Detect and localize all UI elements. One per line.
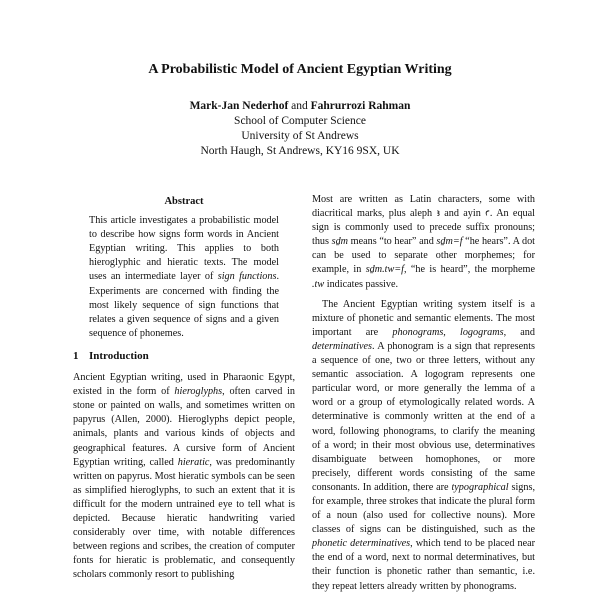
ws-text-6: , which tend to be placed near the end of a word, next to normal determinatives, but their function is phonetic rather than semantic, i.e. they repeat letters already written by phonograms. [312, 538, 535, 592]
ws-emphasis-4: typographical [451, 481, 509, 493]
writing-system-paragraph [312, 298, 535, 594]
right-emphasis-3: sḏm.tw=f [365, 264, 404, 276]
abstract-heading: Abstract [164, 196, 204, 207]
affiliation-line-3: North Haugh, St Andrews, KY16 9SX, UK [200, 145, 400, 157]
intro-text-3: , was predominantly written on papyrus. Most hieratic symbols can be seen as simplified hieroglyphs, to such an extent that it is difficult for the modern untrained eye to tell what is depicted. Because hieratic handwriting varied considerably over time, with notable differences between regions and scribes, the creation of computer fonts for hieratic is problematic, and consequently scholars commonly resort to publishing [73, 456, 295, 581]
intro-text-2: , often carved in stone or painted on walls, and sometimes written on papyrus (Allen, 2000). Hieroglyphs depict people, animals, plants and various kinds of objects and geographical features. A cursive form of Ancient Egyptian writing, called [73, 386, 295, 468]
right-text-2: means “to hear” and [348, 236, 437, 248]
abstract-text-1: This article investigates a probabilistic model to describe how signs form words in Ancient Egyptian writing. This applies to both hieroglyphic and hieratic texts. The model uses an intermediate layer of [89, 215, 279, 283]
left-column [73, 195, 295, 582]
abstract-text [89, 214, 279, 341]
ws-emphasis-5: phonetic determinatives [312, 538, 411, 550]
right-emphasis-2: sḏm=f [436, 236, 463, 248]
ws-emphasis-3: determinatives [312, 340, 372, 352]
right-text-1: Most are written as Latin characters, some with diacritical marks, plus aleph ꜣ and ayin ꜥ. An equal sign is commonly used to precede suffix pronouns; thus [312, 194, 535, 248]
section-heading-introduction [73, 349, 295, 363]
ws-text-3: , and [503, 326, 535, 338]
section-number: 1 [73, 349, 79, 362]
ws-emphasis-1: phonograms [392, 326, 444, 338]
abstract-emphasis: sign functions [217, 271, 277, 283]
right-emphasis-1: sḏm [331, 236, 349, 248]
right-emphasis-4: .tw [312, 278, 325, 290]
ws-text-4: . A phonogram is a sign that represents a sequence of one, two or three letters, without any semantic association. A logogram represents one particular word, or more generally the lemma of a word or a group of etymologically related words. A determinative is commonly written at the end of a word, following phonograms, to clarify the meaning of a word; in their most obvious use, determinatives disambiguate between homophones, or more precisely, different words consisting of the same consonants. In addition, there are [312, 340, 535, 493]
author-1: Mark-Jan Nederhof [189, 100, 289, 112]
ws-text-2: , [443, 326, 460, 338]
author-conjunction: and [291, 100, 308, 112]
intro-emphasis-2: hieratic [177, 456, 210, 468]
right-text-4: , “he is heard”, the morpheme [404, 264, 535, 276]
section-title: Introduction [89, 349, 149, 362]
author-2: Fahrurrozi Rahman [310, 100, 411, 112]
affiliation-line-1: School of Computer Science [234, 115, 366, 127]
intro-text-1: Ancient Egyptian writing, used in Pharaonic Egypt, existed in the form of [73, 372, 295, 398]
affiliation-line-2: University of St Andrews [241, 130, 359, 142]
paper-title: A Probabilistic Model of Ancient Egyptian Writing [148, 62, 452, 77]
intro-emphasis-1: hieroglyphs [174, 386, 223, 398]
transliteration-paragraph [312, 193, 535, 292]
author-block [0, 99, 600, 159]
ws-emphasis-2: logograms [460, 326, 504, 338]
ws-text-1: The Ancient Egyptian writing system itself is a mixture of phonetic and semantic elements. The most important are [312, 298, 535, 338]
intro-paragraph [73, 371, 295, 582]
author-names [0, 99, 600, 114]
right-column [312, 193, 535, 594]
ws-text-5: signs, for example, three strokes that indicate the plural form of a noun (also used for collective nouns). More classes of signs can be distinguished, such as the [312, 481, 535, 536]
right-text-5: indicates passive. [324, 278, 399, 290]
right-text-3: “he hears”. A dot can be used to separate other morphemes; for example, in [312, 236, 536, 276]
abstract-text-2: . Experiments are concerned with finding the most likely sequence of sign functions that relates a given sequence of signs and a given sequence of phonemes. [89, 271, 279, 339]
